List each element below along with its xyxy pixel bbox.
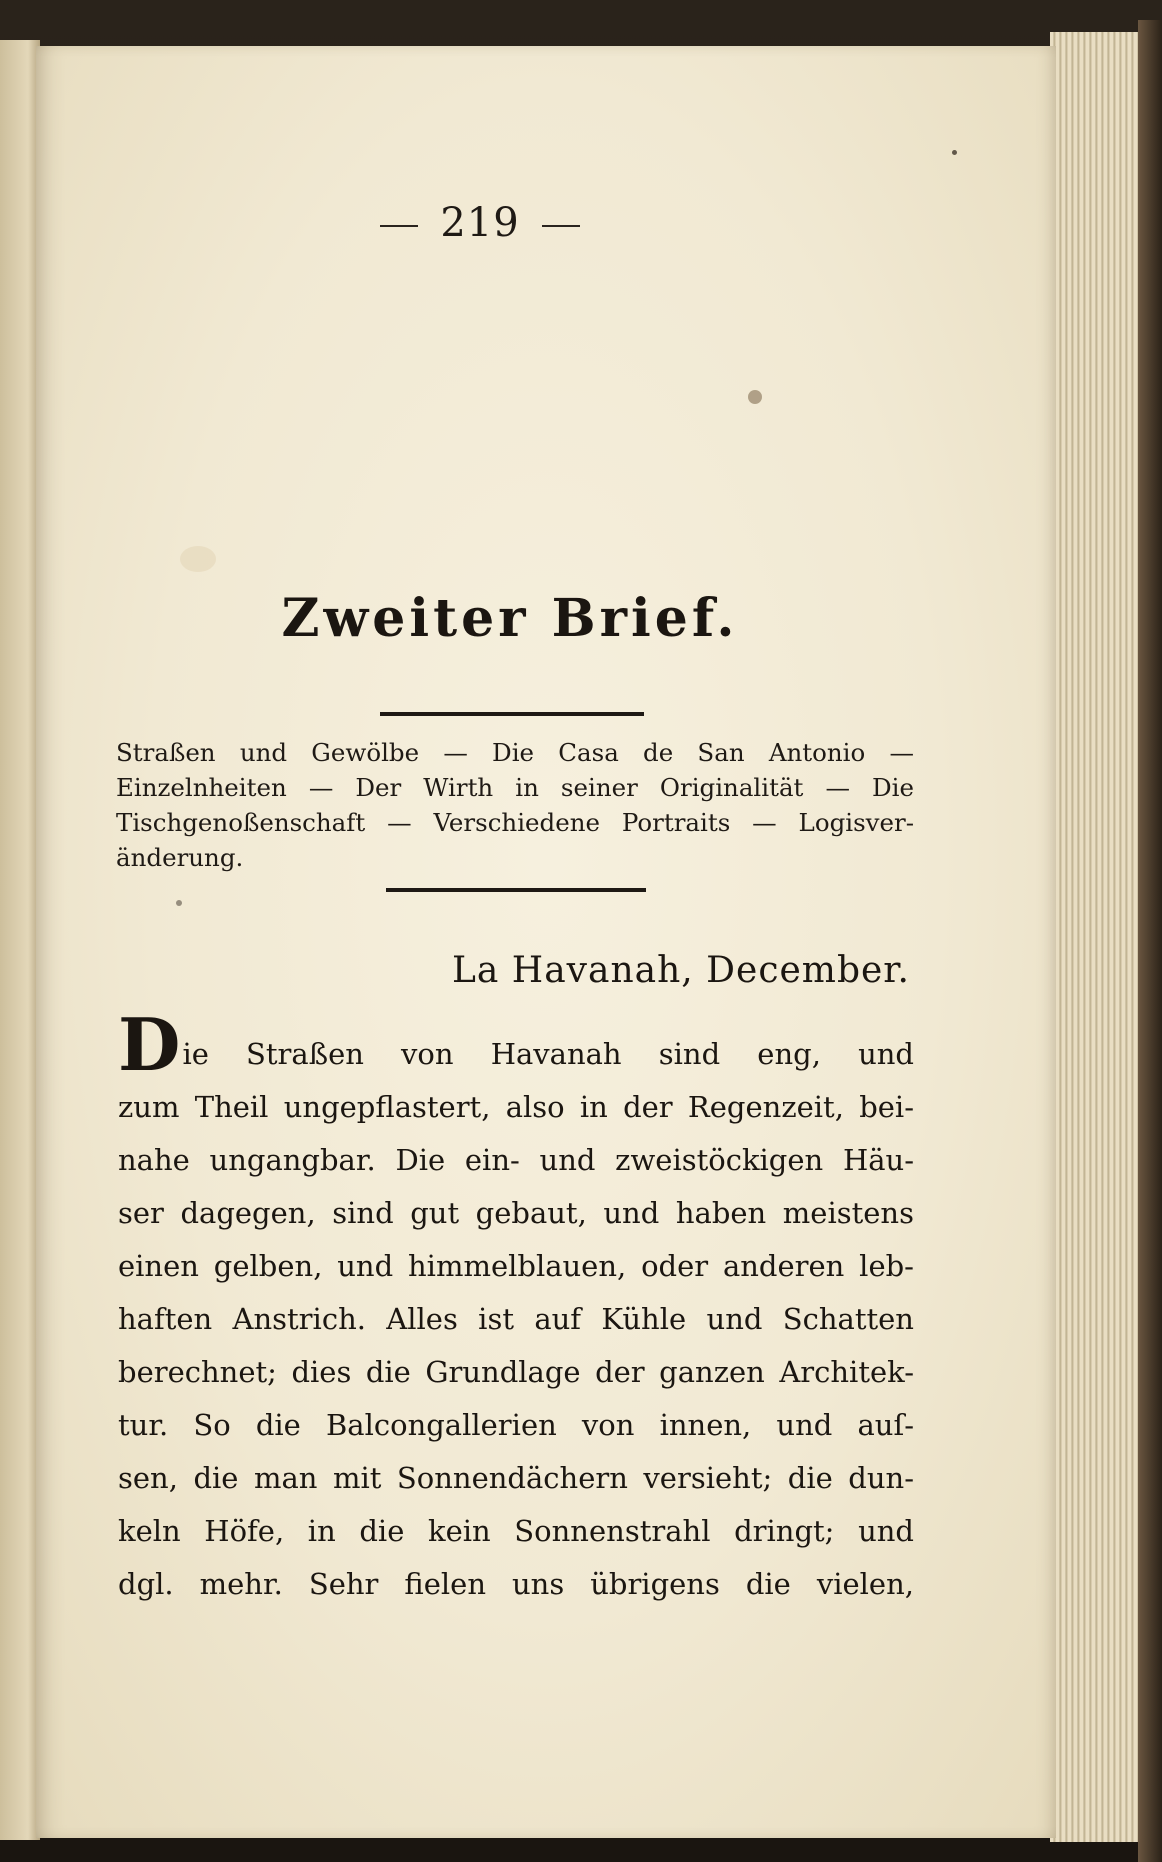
summary-line: Straßen und Gewölbe — Die Casa de San Antonio — (116, 738, 914, 767)
left-page-edge (0, 40, 40, 1840)
body-line: nahe ungangbar. Die ein- und zweistöckigen Häu- (118, 1143, 914, 1177)
body-line: dgl. mehr. Sehr fielen uns übrigens die vielen, (118, 1567, 914, 1601)
header-dash-left (380, 225, 418, 227)
title-rule-top (380, 712, 644, 716)
body-line: keln Höfe, in die kein Sonnenstrahl dringt; und (118, 1514, 914, 1548)
page-stack-edges (1050, 32, 1146, 1842)
body-line: tur. So die Balcongallerien von innen, und auſ- (118, 1408, 914, 1442)
paper-foxing (180, 546, 216, 572)
body-line: sen, die man mit Sonnendächern versieht; die dun- (118, 1461, 914, 1495)
ink-speck (176, 900, 182, 906)
drop-cap: D (118, 1002, 181, 1087)
ink-speck (952, 150, 957, 155)
page-header (300, 200, 660, 246)
body-line: ser dagegen, sind gut gebaut, und haben meistens (118, 1196, 914, 1230)
body-paragraph (118, 1002, 914, 1611)
body-line (118, 1002, 914, 1087)
body-line: berechnet; dies die Grundlage der ganzen Architek- (118, 1355, 914, 1389)
book-cover-edge (1138, 20, 1162, 1862)
page-number: 219 (440, 200, 520, 246)
letter-dateline: La Havanah, December. (451, 950, 910, 991)
ink-stain (748, 390, 762, 404)
body-line: zum Theil ungepflastert, also in der Regenzeit, bei- (118, 1090, 914, 1124)
chapter-title: Zweiter Brief. (281, 588, 739, 649)
header-dash-right (542, 225, 580, 227)
first-line-text: ie Straßen von Havanah sind eng, und (182, 1037, 914, 1071)
summary-line: Tischgenoßenschaft — Verschiedene Portraits — Logisver- (116, 808, 914, 837)
chapter-summary (116, 735, 914, 875)
title-rule-bottom (386, 888, 646, 892)
summary-line: änderung. (116, 843, 244, 872)
body-line: einen gelben, und himmelblauen, oder anderen leb- (118, 1249, 914, 1283)
summary-line: Einzelnheiten — Der Wirth in seiner Originalität — Die (116, 773, 914, 802)
body-line: haften Anstrich. Alles ist auf Kühle und Schatten (118, 1302, 914, 1336)
